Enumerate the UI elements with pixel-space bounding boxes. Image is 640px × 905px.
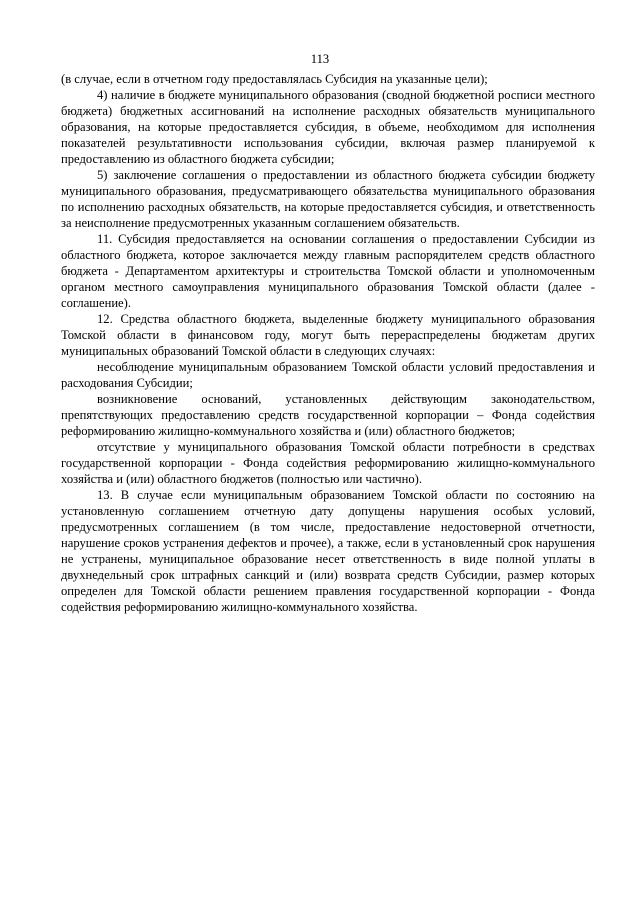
paragraph-case-noncompliance: несоблюдение муниципальным образованием Томской области условий предоставления и расходования Субсидии; <box>61 360 595 390</box>
paragraph-item-4: 4) наличие в бюджете муниципального образования (сводной бюджетной росписи местного бюджета) бюджетных ассигнований на исполнение расходных обязательств муниципального образования, на которые предоставляется субсидия, в объеме, необходимом для исполнения показателей результативности использования субсидии, включая размер планируемой к предоставлению из областного бюджета субсидии; <box>61 88 595 166</box>
document-body <box>61 71 595 615</box>
paragraph-clause-11: 11. Субсидия предоставляется на основании соглашения о предоставлении Субсидии из областного бюджета, которое заключается между главным распорядителем средств областного бюджета - Департаментом архитектуры и строительства Томской области и уполномоченным органом местного самоуправления муниципального образования Томской области (далее - соглашение). <box>61 232 595 310</box>
page-number: 113 <box>310 52 330 66</box>
paragraph-case-legal-grounds: возникновение оснований, установленных действующим законодательством, препятствующих предоставлению средств государственной корпорации – Фонда содействия реформированию жилищно-коммунального хозяйства и (или) областного бюджетов; <box>61 392 595 438</box>
paragraph-clause-12: 12. Средства областного бюджета, выделенные бюджету муниципального образования Томской области в финансовом году, могут быть перераспределены бюджетам других муниципальных образований Томской области в следующих случаях: <box>61 312 595 358</box>
paragraph-case-no-need: отсутствие у муниципального образования Томской области потребности в средствах государственной корпорации - Фонда содействия реформированию жилищно-коммунального хозяйства и (или) областного бюджетов (полностью или частично). <box>61 440 595 486</box>
paragraph-continuation: (в случае, если в отчетном году предоставлялась Субсидия на указанные цели); <box>61 72 488 86</box>
paragraph-item-5: 5) заключение соглашения о предоставлении из областного бюджета субсидии бюджету муниципального образования, предусматривающего обязательства муниципального образования по исполнению расходных обязательств, на которые предоставляется субсидия, и ответственность за неисполнение предусмотренных указанным соглашением обязательств. <box>61 168 595 230</box>
paragraph-clause-13: 13. В случае если муниципальным образованием Томской области по состоянию на установленную соглашением отчетную дату допущены нарушения особых условий, предусмотренных соглашением (в том числе, предоставление недостоверной отчетности, нарушение сроков устранения дефектов и прочее), а также, если в установленный срок нарушения не устранены, муниципальное образование несет ответственность в виде полной уплаты в двухнедельный срок штрафных санкций и (или) возврата средств Субсидии, размер которых определен для Томской области решением правления государственной корпорации - Фонда содействия реформированию жилищно-коммунального хозяйства. <box>61 488 595 614</box>
